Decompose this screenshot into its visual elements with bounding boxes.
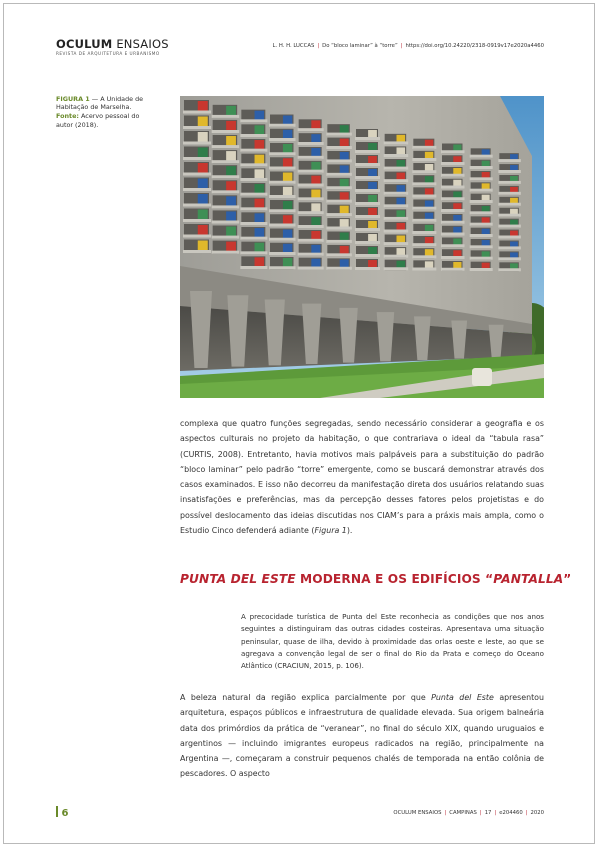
balcony-rail — [326, 253, 352, 256]
balcony-rail — [470, 200, 493, 203]
balcony-rail — [355, 176, 380, 179]
balcony-rail — [470, 155, 493, 158]
balcony-rail — [326, 267, 352, 270]
balcony-rail — [269, 238, 296, 241]
balcony-rail — [183, 204, 211, 207]
balcony-rail — [355, 267, 380, 270]
block-quote: A precocidade turística de Punta del Este reconhecia as condições que nos anos seguintes a distinguiram das outras cidades costeiras. Apresentava uma situação peninsular, quase de ilha, devido à proximidade das orlas oeste e leste, ao que se agregava a convenção legal de ser o final do Rio da Prata e começo do Oceano Atlântico (CRACIUN, 2015, p. 106). — [241, 612, 544, 671]
balcony-rail — [183, 188, 211, 191]
balcony-rail — [183, 173, 211, 176]
balcony-rail — [326, 133, 352, 136]
balcony-rail — [355, 202, 380, 205]
balcony-rail — [326, 173, 352, 176]
balcony-rail — [498, 181, 521, 184]
balcony-rail — [441, 256, 465, 259]
balcony-rail — [326, 240, 352, 243]
header-short-title: Do “bloco laminar” à “torre” — [322, 43, 398, 49]
heading-mid: MODERNA E OS EDIFÍCIOS “ — [295, 572, 494, 586]
balcony-rail — [212, 221, 239, 224]
balcony-rail — [355, 189, 380, 192]
balcony-rail — [498, 246, 521, 249]
balcony-rail — [498, 192, 521, 195]
balcony-rail — [326, 159, 352, 162]
p1-figure-ref[interactable]: Figura 1 — [314, 526, 347, 536]
heading-end: ” — [563, 572, 572, 586]
balcony-rail — [269, 195, 296, 198]
balcony-rail — [212, 236, 239, 239]
balcony-rail — [326, 200, 352, 203]
balcony-rail — [441, 233, 465, 236]
balcony-rail — [470, 223, 493, 226]
body-paragraph-1 — [180, 416, 544, 538]
balcony-rail — [240, 207, 267, 210]
balcony-rail — [498, 236, 521, 239]
balcony-rail — [212, 190, 239, 193]
p1-text-a: complexa que quatro funções segregadas, sendo necessário considerar a geografia e os aspectos culturais no projeto da habitação, o que contrariava o ideal da “tabula rasa” (CURTIS, 2008). Entretanto, havia motivos mais palpáveis para a substituição do padrão “bloco laminar” pelo padrão “torre” emergente, como se buscará demonstrar através dos casos examinados. E isso não decorreu da manifestação direta dos usuários relatando suas insatisfações e preferências, mas da percepção desses fatores pelos projetistas e do possível deslocamento das ideias discutidas nos CIAM’s para a práxis mais ampla, como o Estudio Cinco defenderá adiante ( — [180, 419, 544, 536]
balcony-rail — [470, 166, 493, 169]
balcony-rail — [498, 159, 521, 162]
balcony-rail — [212, 160, 239, 163]
balcony-rail — [384, 141, 409, 144]
balcony-rail — [384, 192, 409, 195]
balcony-rail — [240, 266, 267, 269]
balcony-rail — [240, 222, 267, 225]
figure-photo — [180, 96, 544, 398]
balcony-rail — [412, 195, 436, 198]
balcony-rail — [240, 237, 267, 240]
balcony-rail — [498, 170, 521, 173]
logo-bold-text: OCULUM — [56, 37, 113, 51]
balcony-rail — [412, 268, 436, 271]
figure-title: A Unidade de Habitação de Marselha. — [56, 95, 144, 112]
balcony-rail — [212, 251, 239, 254]
header-doi-link[interactable]: https://doi.org/10.24220/2318-0919v17e2020a4460 — [405, 43, 544, 49]
heading-italic-2: PANTALLA — [493, 572, 564, 586]
balcony-rail — [183, 157, 211, 160]
balcony-rail — [298, 142, 324, 145]
balcony-rail — [355, 137, 380, 140]
journal-logo — [56, 38, 169, 56]
balcony-rail — [326, 146, 352, 149]
page-number-value: 6 — [61, 808, 69, 819]
balcony-rail — [355, 150, 380, 153]
balcony-rail — [298, 197, 324, 200]
balcony-rail — [183, 142, 211, 145]
balcony-rail — [498, 257, 521, 260]
balcony-rail — [269, 252, 296, 255]
balcony-rail — [183, 219, 211, 222]
balcony-rail — [183, 111, 211, 114]
balcony-rail — [470, 234, 493, 237]
logo-thin-text: ENSAIOS — [116, 37, 169, 51]
heading-italic-1: PUNTA DEL ESTE — [180, 572, 296, 586]
balcony-rail — [298, 253, 324, 256]
balcony-rail — [412, 231, 436, 234]
balcony-rail — [240, 163, 267, 166]
balcony-rail — [240, 193, 267, 196]
balcony-rail — [269, 138, 296, 141]
balcony-rail — [326, 186, 352, 189]
balcony-rail — [384, 167, 409, 170]
balcony-rail — [470, 177, 493, 180]
balcony-rail — [498, 203, 521, 206]
balcony-rail — [269, 224, 296, 227]
balcony-rail — [470, 211, 493, 214]
balcony-rail — [298, 211, 324, 214]
balcony-rail — [269, 124, 296, 127]
p2-italic: Punta del Este — [431, 693, 494, 702]
balcony-rail — [298, 267, 324, 270]
balcony-rail — [240, 134, 267, 137]
balcony-rail — [240, 149, 267, 152]
balcony-rail — [441, 209, 465, 212]
p2-text-b: apresentou arquitetura, espaços públicos e infraestrutura de qualidade elevada. Sua origem balneária data dos primórdios da prática de “veranear”, no final do século XIX, quando uruguaios e argentinos — incluindo imigrantes europeus radicados na região, principalmente na Argentina —, começaram a construir pequenos chalés de temporada na então colônia de pescadores. O aspecto — [180, 693, 544, 779]
balcony-rail — [384, 242, 409, 245]
balcony-rail — [269, 209, 296, 212]
balcony-rail — [384, 217, 409, 220]
p1-text-b: ). — [346, 526, 353, 536]
section-heading — [180, 572, 572, 586]
balcony-rail — [384, 154, 409, 157]
balcony-rail — [441, 268, 465, 271]
balcony-rail — [441, 162, 465, 165]
balcony-rail — [498, 214, 521, 217]
balcony-rail — [412, 158, 436, 161]
balcony-rail — [412, 243, 436, 246]
balcony-rail — [441, 174, 465, 177]
balcony-rail — [384, 230, 409, 233]
balcony-rail — [269, 167, 296, 170]
balcony-rail — [298, 225, 324, 228]
footer-journal: OCULUM ENSAIOS — [393, 810, 442, 816]
balcony-rail — [212, 130, 239, 133]
balcony-rail — [212, 145, 239, 148]
body-paragraph-2 — [180, 690, 544, 782]
balcony-rail — [384, 255, 409, 258]
balcony-rail — [269, 181, 296, 184]
balcony-rail — [355, 241, 380, 244]
balcony-rail — [183, 235, 211, 238]
balcony-rail — [384, 179, 409, 182]
balcony-rail — [355, 163, 380, 166]
building-photo — [180, 96, 544, 398]
balcony-rail — [412, 170, 436, 173]
balcony-rail — [412, 219, 436, 222]
footer-volume: 17 — [484, 810, 492, 816]
balcony-rail — [183, 250, 211, 253]
footer-city: CAMPINAS — [449, 810, 477, 816]
balcony-rail — [470, 257, 493, 260]
figure-source-text: Acervo pessoal do autor (2018). — [56, 112, 140, 129]
balcony-rail — [355, 228, 380, 231]
balcony-rail — [384, 267, 409, 270]
balcony-rail — [212, 205, 239, 208]
figure-label: FIGURA 1 — [56, 95, 90, 103]
balcony-rail — [498, 225, 521, 228]
balcony-rail — [298, 156, 324, 159]
balcony-rail — [412, 207, 436, 210]
balcony-rail — [298, 239, 324, 242]
balcony-rail — [212, 115, 239, 118]
balcony-rail — [269, 152, 296, 155]
balcony-rail — [470, 189, 493, 192]
balcony-rail — [470, 268, 493, 271]
footer-article-id: e204460 — [499, 810, 523, 816]
running-header: L. H. H. LUCCAS | Do “bloco laminar” à “torre” | https://doi.org/10.24220/2318-0919v17e2020a4460 — [272, 43, 544, 49]
balcony-rail — [355, 215, 380, 218]
balcony-rail — [441, 197, 465, 200]
balcony-rail — [441, 150, 465, 153]
balcony-rail — [240, 178, 267, 181]
balcony-rail — [498, 268, 521, 271]
footer-year: 2020 — [530, 810, 544, 816]
balcony-rail — [183, 126, 211, 129]
logo-subtitle: REVISTA DE ARQUITETURA E URBANISMO — [56, 51, 160, 56]
balcony-rail — [212, 175, 239, 178]
balcony-rail — [298, 170, 324, 173]
balcony-rail — [269, 266, 296, 269]
header-authors: L. H. H. LUCCAS — [272, 43, 315, 49]
footer-citation: OCULUM ENSAIOS | CAMPINAS | 17 | e204460 | 2020 — [393, 810, 544, 816]
balcony-rail — [240, 251, 267, 254]
figure-caption — [56, 95, 156, 129]
p2-text-a: A beleza natural da região explica parcialmente por que — [180, 693, 432, 702]
balcony-rail — [326, 227, 352, 230]
balcony-rail — [298, 128, 324, 131]
balcony-rail — [412, 255, 436, 258]
balcony-rail — [412, 146, 436, 149]
balcony-rail — [298, 184, 324, 187]
page-number — [56, 806, 68, 819]
balcony-rail — [441, 244, 465, 247]
figure-dash: — — [91, 95, 99, 103]
concrete-bench — [472, 368, 492, 386]
balcony-rail — [412, 182, 436, 185]
balcony-rail — [441, 221, 465, 224]
figure-source-label: Fonte: — [56, 112, 79, 121]
balcony-rail — [384, 204, 409, 207]
balcony-rail — [355, 254, 380, 257]
balcony-rail — [326, 213, 352, 216]
balcony-rail — [470, 245, 493, 248]
balcony-rail — [240, 119, 267, 122]
balcony-rail — [441, 186, 465, 189]
